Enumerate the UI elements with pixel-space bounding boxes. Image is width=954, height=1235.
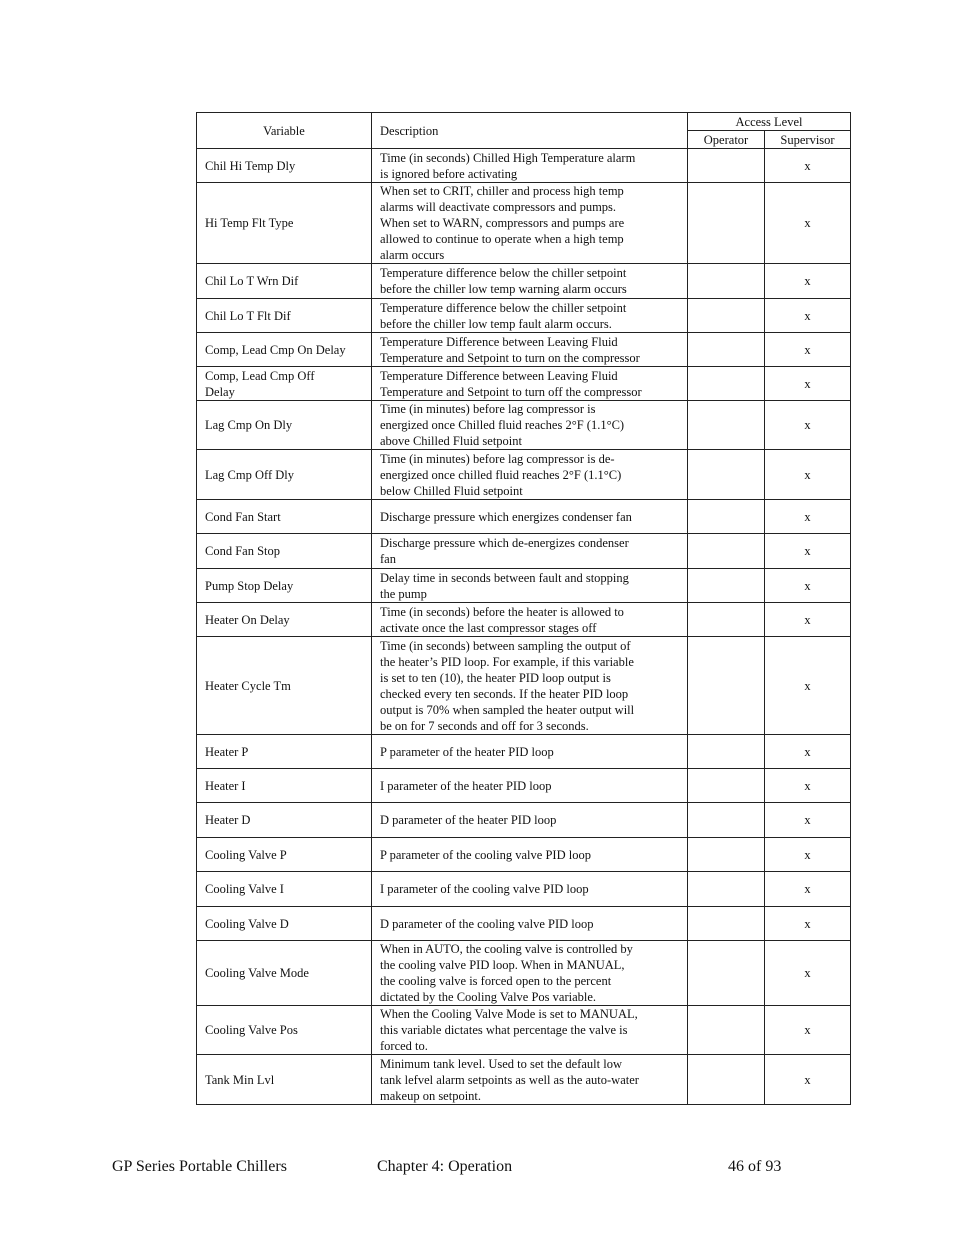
table-row <box>197 1006 851 1055</box>
description-cell: P parameter of the heater PID loop <box>372 735 688 769</box>
footer-page-number: 46 of 93 <box>728 1158 782 1175</box>
variable-cell: Cooling Valve D <box>197 907 372 941</box>
operator-access-cell <box>688 367 765 401</box>
variable-cell: Heater Cycle Tm <box>197 637 372 735</box>
supervisor-access-cell: x <box>765 500 851 534</box>
supervisor-access-cell: x <box>765 264 851 299</box>
table-row <box>197 941 851 1006</box>
operator-access-cell <box>688 735 765 769</box>
header-description: Description <box>372 113 688 149</box>
variable-cell: Heater P <box>197 735 372 769</box>
variable-cell: Chil Lo T Wrn Dif <box>197 264 372 299</box>
table-row <box>197 401 851 450</box>
operator-access-cell <box>688 603 765 637</box>
operator-access-cell <box>688 149 765 183</box>
description-cell: When the Cooling Valve Mode is set to MANUAL, this variable dictates what percentage the valve is forced to. <box>372 1006 688 1055</box>
table-row <box>197 872 851 907</box>
supervisor-access-cell: x <box>765 872 851 907</box>
description-cell: Discharge pressure which de-energizes condenser fan <box>372 534 688 569</box>
supervisor-access-cell: x <box>765 941 851 1006</box>
variable-cell: Comp, Lead Cmp Off Delay <box>197 367 372 401</box>
description-cell: When set to CRIT, chiller and process high temp alarms will deactivate compressors and pumps. When set to WARN, compressors and pumps are allowed to continue to operate when a high temp alarm occurs <box>372 183 688 264</box>
operator-access-cell <box>688 299 765 333</box>
operator-access-cell <box>688 500 765 534</box>
operator-access-cell <box>688 333 765 367</box>
table-row <box>197 299 851 333</box>
variable-cell: Hi Temp Flt Type <box>197 183 372 264</box>
operator-access-cell <box>688 803 765 838</box>
operator-access-cell <box>688 838 765 872</box>
header-supervisor: Supervisor <box>765 131 851 149</box>
variable-cell: Pump Stop Delay <box>197 569 372 603</box>
operator-access-cell <box>688 872 765 907</box>
table-row <box>197 183 851 264</box>
variable-cell: Cooling Valve Mode <box>197 941 372 1006</box>
description-cell: Temperature Difference between Leaving Fluid Temperature and Setpoint to turn off the compressor <box>372 367 688 401</box>
variable-cell: Lag Cmp Off Dly <box>197 450 372 500</box>
operator-access-cell <box>688 264 765 299</box>
supervisor-access-cell: x <box>765 603 851 637</box>
table-row <box>197 907 851 941</box>
table-row <box>197 735 851 769</box>
supervisor-access-cell: x <box>765 803 851 838</box>
operator-access-cell <box>688 637 765 735</box>
table-row <box>197 569 851 603</box>
variable-cell: Tank Min Lvl <box>197 1055 372 1105</box>
description-cell: P parameter of the cooling valve PID loop <box>372 838 688 872</box>
description-cell: Minimum tank level. Used to set the default low tank lefvel alarm setpoints as well as the auto-water makeup on setpoint. <box>372 1055 688 1105</box>
variable-cell: Cooling Valve P <box>197 838 372 872</box>
table-row <box>197 838 851 872</box>
supervisor-access-cell: x <box>765 149 851 183</box>
table-row <box>197 367 851 401</box>
variable-cell: Cond Fan Stop <box>197 534 372 569</box>
operator-access-cell <box>688 183 765 264</box>
operator-access-cell <box>688 401 765 450</box>
table-row <box>197 1055 851 1105</box>
variable-cell: Cooling Valve Pos <box>197 1006 372 1055</box>
supervisor-access-cell: x <box>765 907 851 941</box>
description-cell: Delay time in seconds between fault and stopping the pump <box>372 569 688 603</box>
description-cell: Time (in seconds) between sampling the output of the heater’s PID loop. For example, if this variable is set to ten (10), the heater PID loop output is checked every ten seconds. If the heater PID loop output is 70% when sampled the heater output will be on for 7 seconds and off for 3 seconds. <box>372 637 688 735</box>
table-row <box>197 149 851 183</box>
table-row <box>197 769 851 803</box>
table-row <box>197 603 851 637</box>
variable-cell: Cooling Valve I <box>197 872 372 907</box>
variable-cell: Chil Lo T Flt Dif <box>197 299 372 333</box>
table-row <box>197 534 851 569</box>
operator-access-cell <box>688 569 765 603</box>
supervisor-access-cell: x <box>765 1055 851 1105</box>
description-cell: D parameter of the cooling valve PID loop <box>372 907 688 941</box>
variable-cell: Cond Fan Start <box>197 500 372 534</box>
operator-access-cell <box>688 534 765 569</box>
supervisor-access-cell: x <box>765 569 851 603</box>
variable-cell: Chil Hi Temp Dly <box>197 149 372 183</box>
supervisor-access-cell: x <box>765 735 851 769</box>
description-cell: Discharge pressure which energizes condenser fan <box>372 500 688 534</box>
description-cell: Time (in minutes) before lag compressor is de- energized once chilled fluid reaches 2°F (1.1°C) below Chilled Fluid setpoint <box>372 450 688 500</box>
header-operator: Operator <box>688 131 765 149</box>
supervisor-access-cell: x <box>765 1006 851 1055</box>
operator-access-cell <box>688 769 765 803</box>
table-row <box>197 500 851 534</box>
supervisor-access-cell: x <box>765 333 851 367</box>
description-cell: I parameter of the heater PID loop <box>372 769 688 803</box>
table-row <box>197 637 851 735</box>
supervisor-access-cell: x <box>765 534 851 569</box>
supervisor-access-cell: x <box>765 637 851 735</box>
description-cell: D parameter of the heater PID loop <box>372 803 688 838</box>
supervisor-access-cell: x <box>765 450 851 500</box>
table-row <box>197 264 851 299</box>
description-cell: Time (in minutes) before lag compressor is energized once Chilled fluid reaches 2°F (1.1°C) above Chilled Fluid setpoint <box>372 401 688 450</box>
supervisor-access-cell: x <box>765 769 851 803</box>
variable-access-table <box>196 112 851 1105</box>
supervisor-access-cell: x <box>765 299 851 333</box>
description-cell: Temperature difference below the chiller setpoint before the chiller low temp warning alarm occurs <box>372 264 688 299</box>
table-row <box>197 450 851 500</box>
supervisor-access-cell: x <box>765 367 851 401</box>
operator-access-cell <box>688 941 765 1006</box>
table-body <box>197 149 851 1105</box>
description-cell: Time (in seconds) before the heater is allowed to activate once the last compressor stages off <box>372 603 688 637</box>
supervisor-access-cell: x <box>765 401 851 450</box>
supervisor-access-cell: x <box>765 838 851 872</box>
header-variable: Variable <box>197 113 372 149</box>
description-cell: When in AUTO, the cooling valve is controlled by the cooling valve PID loop. When in MANUAL, the cooling valve is forced open to the percent dictated by the Cooling Valve Pos variable. <box>372 941 688 1006</box>
table-row <box>197 803 851 838</box>
operator-access-cell <box>688 450 765 500</box>
variable-cell: Comp, Lead Cmp On Delay <box>197 333 372 367</box>
description-cell: Temperature Difference between Leaving Fluid Temperature and Setpoint to turn on the compressor <box>372 333 688 367</box>
operator-access-cell <box>688 1055 765 1105</box>
footer-chapter: Chapter 4: Operation <box>377 1158 513 1175</box>
description-cell: I parameter of the cooling valve PID loop <box>372 872 688 907</box>
description-cell: Temperature difference below the chiller setpoint before the chiller low temp fault alarm occurs. <box>372 299 688 333</box>
description-cell: Time (in seconds) Chilled High Temperature alarm is ignored before activating <box>372 149 688 183</box>
operator-access-cell <box>688 1006 765 1055</box>
header-access-level: Access Level <box>688 113 851 131</box>
table-row <box>197 333 851 367</box>
supervisor-access-cell: x <box>765 183 851 264</box>
variable-cell: Lag Cmp On Dly <box>197 401 372 450</box>
variable-cell: Heater D <box>197 803 372 838</box>
footer-document-title: GP Series Portable Chillers <box>112 1158 287 1175</box>
variable-cell: Heater I <box>197 769 372 803</box>
variable-cell: Heater On Delay <box>197 603 372 637</box>
operator-access-cell <box>688 907 765 941</box>
